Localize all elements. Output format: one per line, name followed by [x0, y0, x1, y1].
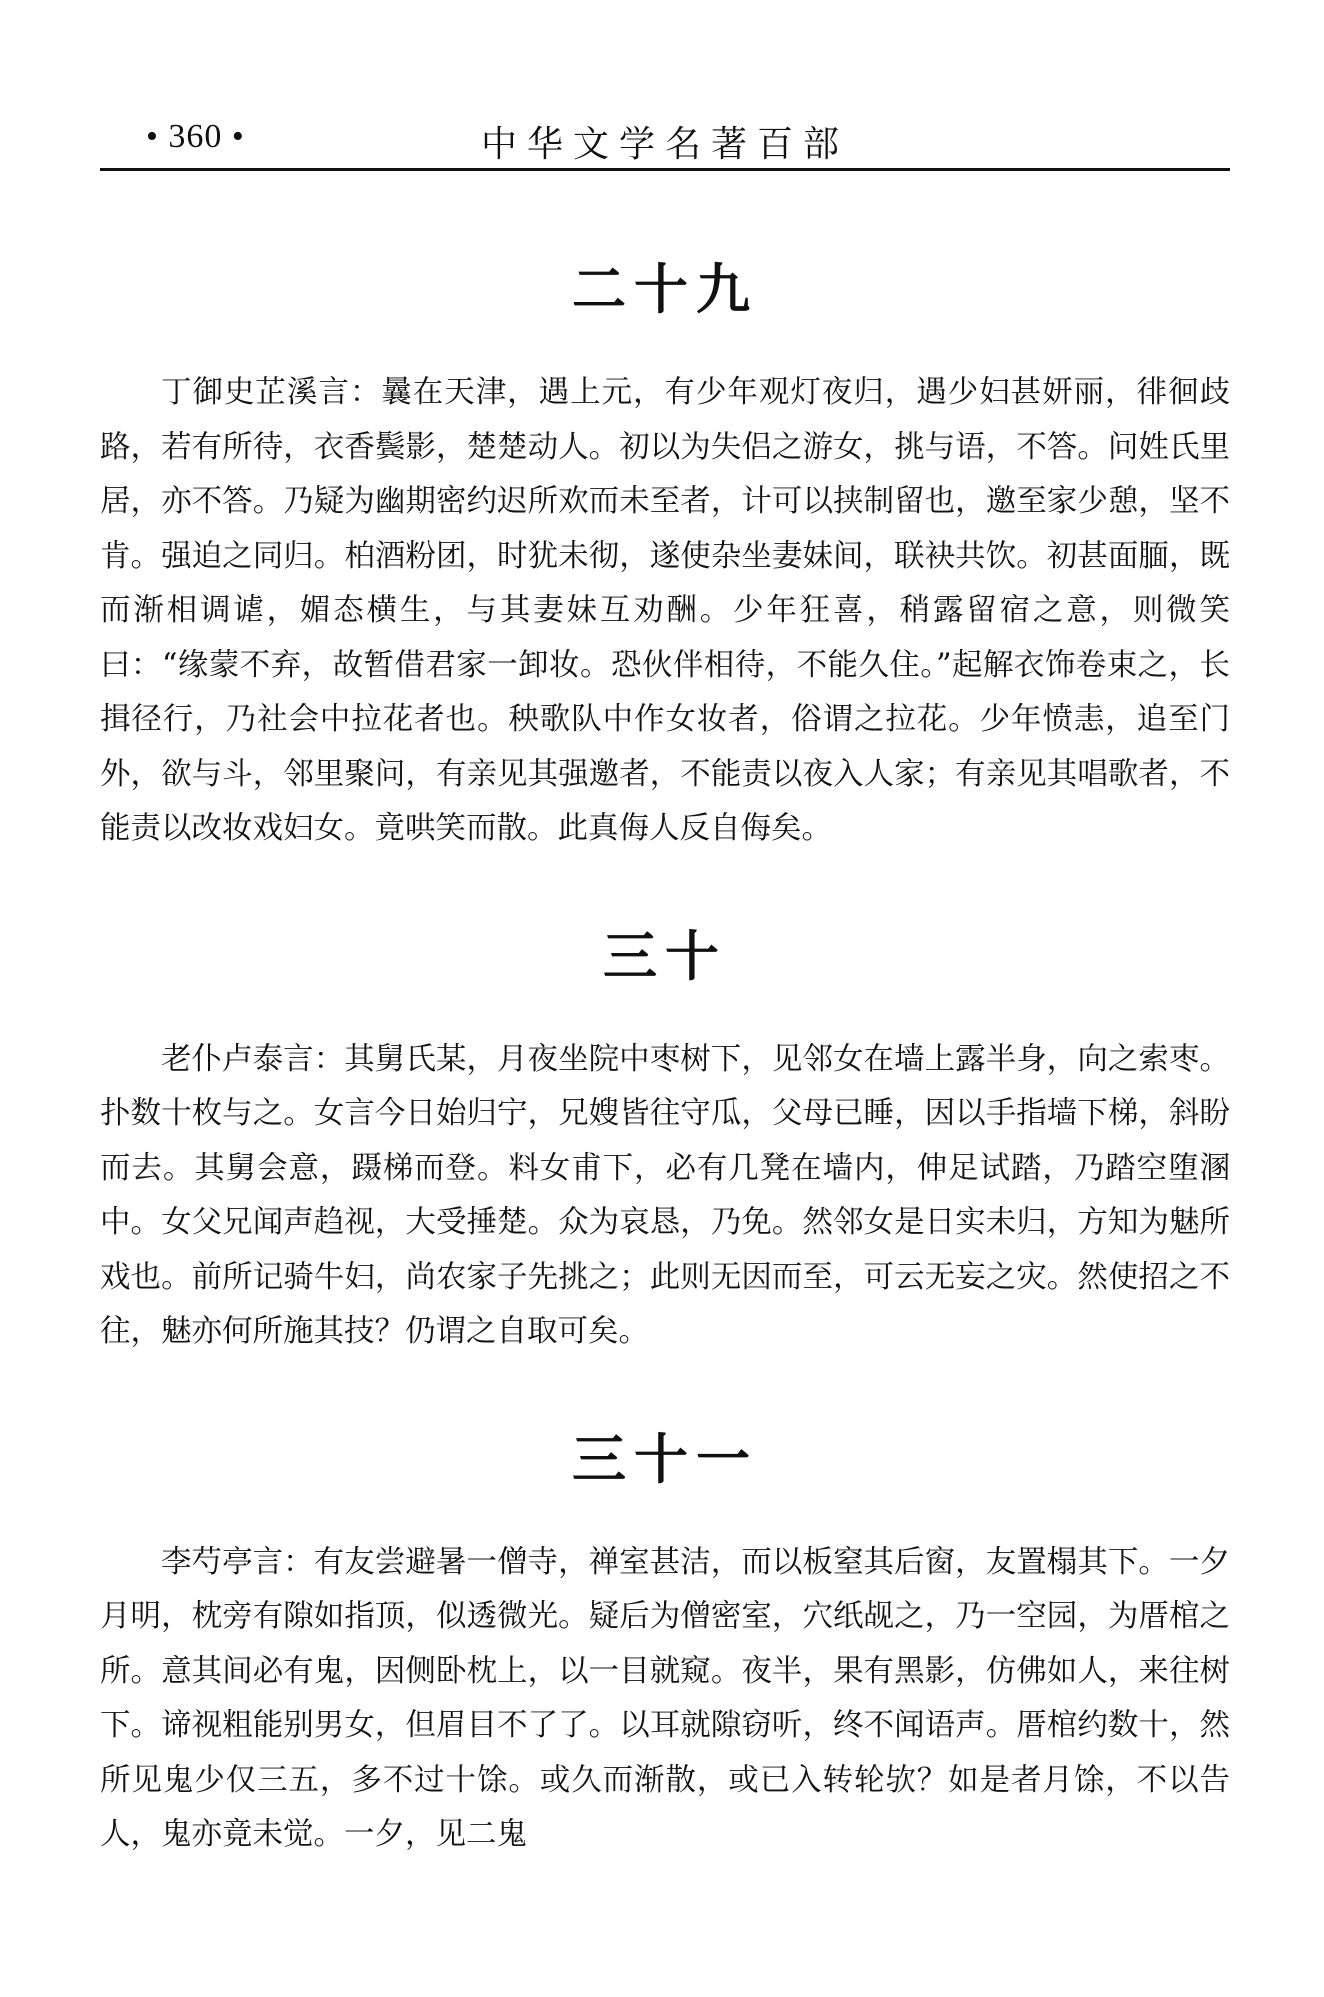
page-number: • 360 •	[146, 118, 245, 155]
section-31	[100, 1420, 1230, 1863]
section-paragraph: 丁御史芷溪言：曩在天津，遇上元，有少年观灯夜归，遇少妇甚妍丽，徘徊歧路，若有所待，衣香鬓影，楚楚动人。初以为失侣之游女，挑与语，不答。问姓氏里居，亦不答。乃疑为幽期密约迟所欢而未至者，计可以挟制留也，邀至家少憩，坚不肯。强迫之同归。柏酒粉团，时犹未彻，遂使杂坐妻妹间，联袂共饮。初甚面腼，既而渐相调谑，媚态横生，与其妻妹互劝酬。少年狂喜，稍露留宿之意，则微笑曰：“缘蒙不弃，故暂借君家一卸妆。恐伙伴相待，不能久住。”起解衣饰卷束之，长揖径行，乃社会中拉花者也。秧歌队中作女妆者，俗谓之拉花。少年愤恚，追至门外，欲与斗，邻里聚问，有亲见其强邀者，不能责以夜入人家；有亲见其唱歌者，不能责以改妆戏妇女。竟哄笑而散。此真侮人反自侮矣。	[100, 375, 1230, 846]
section-30	[100, 917, 1230, 1360]
section-paragraph: 老仆卢泰言：其舅氏某，月夜坐院中枣树下，见邻女在墙上露半身，向之索枣。扑数十枚与之。女言今日始归宁，兄嫂皆往守瓜，父母已睡，因以手指墙下梯，斜盼而去。其舅会意，蹑梯而登。料女甫下，必有几凳在墙内，伸足试踏，乃踏空堕溷中。女父兄闻声趋视，大受捶楚。众为哀恳，乃免。然邻女是日实未归，方知为魅所戏也。前所记骑牛妇，尚农家子先挑之；此则无因而至，可云无妄之灾。然使招之不往，魅亦何所施其技？仍谓之自取可矣。	[100, 1041, 1230, 1349]
section-paragraph: 李芍亭言：有友尝避暑一僧寺，禅室甚洁，而以板窒其后窗，友置榻其下。一夕月明，枕旁有隙如指顶，似透微光。疑后为僧密室，穴纸觇之，乃一空园，为厝棺之所。意其间必有鬼，因侧卧枕上，以一目就窥。夜半，果有黑影，仿佛如人，来往树下。谛视粗能别男女，但眉目不了了。以耳就隙窃听，终不闻语声。厝棺约数十，然所见鬼少仅三五，多不过十馀。或久而渐散，或已入转轮欤？如是者月馀，不以告人，鬼亦竟未觉。一夕，见二鬼	[100, 1544, 1230, 1852]
section-29	[100, 250, 1230, 857]
page-body	[100, 250, 1230, 1923]
book-title: 中华文学名著百部	[480, 124, 849, 165]
section-heading: 二十九	[572, 258, 758, 321]
section-heading: 三十	[603, 924, 727, 988]
section-heading: 三十一	[572, 1427, 758, 1491]
header-rule	[100, 168, 1230, 171]
running-header	[100, 110, 1230, 170]
